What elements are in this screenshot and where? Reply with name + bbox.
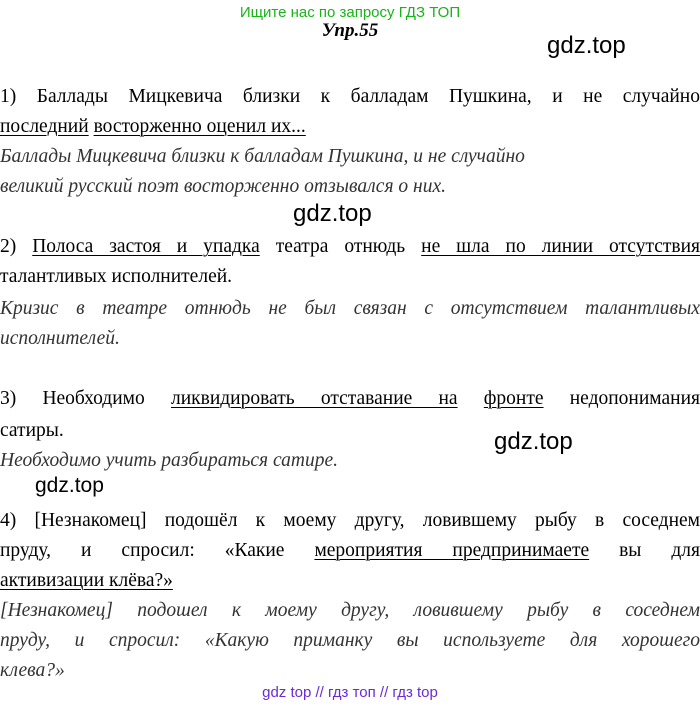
answer-line: клева?» (0, 660, 65, 681)
exercise-sentence-line (0, 570, 700, 592)
exercise-sentence-line: 2) Полоса застоя и упадка театра отнюдь не шла по линии отсутствия (0, 236, 700, 257)
exercise-sentence-line: 3) Необходимо ликвидировать отставание на фронте недопонимания (0, 388, 700, 409)
answer-line: пруду, и спросил: «Какую приманку вы используете для хорошего (0, 630, 700, 651)
underlined-phrase: ликвидировать отставание на (170, 388, 458, 409)
underlined-phrase: мероприятия предпринимаете (314, 540, 590, 561)
underlined-phrase: не шла по линии отсутствия (421, 236, 700, 257)
answer-line: [Незнакомец] подошел к моему другу, ловившему рыбу в соседнем (0, 600, 700, 621)
exercise-sentence-line (0, 116, 700, 138)
watermark: gdz.top (547, 32, 626, 59)
answer-line: великий русский поэт восторженно отзывался о них. (0, 176, 446, 197)
answer-line: Баллады Мицкевича близки к балладам Пушкина, и не случайно (0, 146, 525, 167)
footer-watermark: gdz top // гдз топ // гдз top (262, 684, 438, 701)
exercise-sentence-line: сатиры. (0, 420, 64, 441)
answer-line: Кризис в театре отнюдь не был связан с отсутствием талантливых (0, 298, 700, 319)
underlined-phrase: активизации клёва?» (0, 570, 173, 591)
top-banner: Ищите нас по запросу ГДЗ ТОП (239, 4, 461, 21)
exercise-sentence-line: пруду, и спросил: «Какие мероприятия предпринимаете вы для (0, 540, 700, 561)
underlined-phrase: последний (0, 116, 89, 137)
answer-line: Необходимо учить разбираться сатире. (0, 450, 339, 471)
exercise-sentence-line: 1) Баллады Мицкевича близки к балладам Пушкина, и не случайно (0, 86, 700, 107)
exercise-title: Упр.55 (321, 20, 379, 41)
exercise-sentence-line: талантливых исполнителей. (0, 266, 233, 287)
answer-line: исполнителей. (0, 328, 120, 349)
underlined-phrase: фронте (483, 388, 544, 409)
underlined-phrase: Полоса застоя и упадка (32, 236, 260, 257)
underlined-phrase: восторженно оценил их... (93, 116, 306, 137)
watermark: gdz.top (35, 474, 104, 497)
exercise-sentence-line: 4) [Незнакомец] подошёл к моему другу, ловившему рыбу в соседнем (0, 510, 700, 531)
watermark: gdz.top (494, 428, 573, 455)
watermark: gdz.top (293, 200, 372, 227)
